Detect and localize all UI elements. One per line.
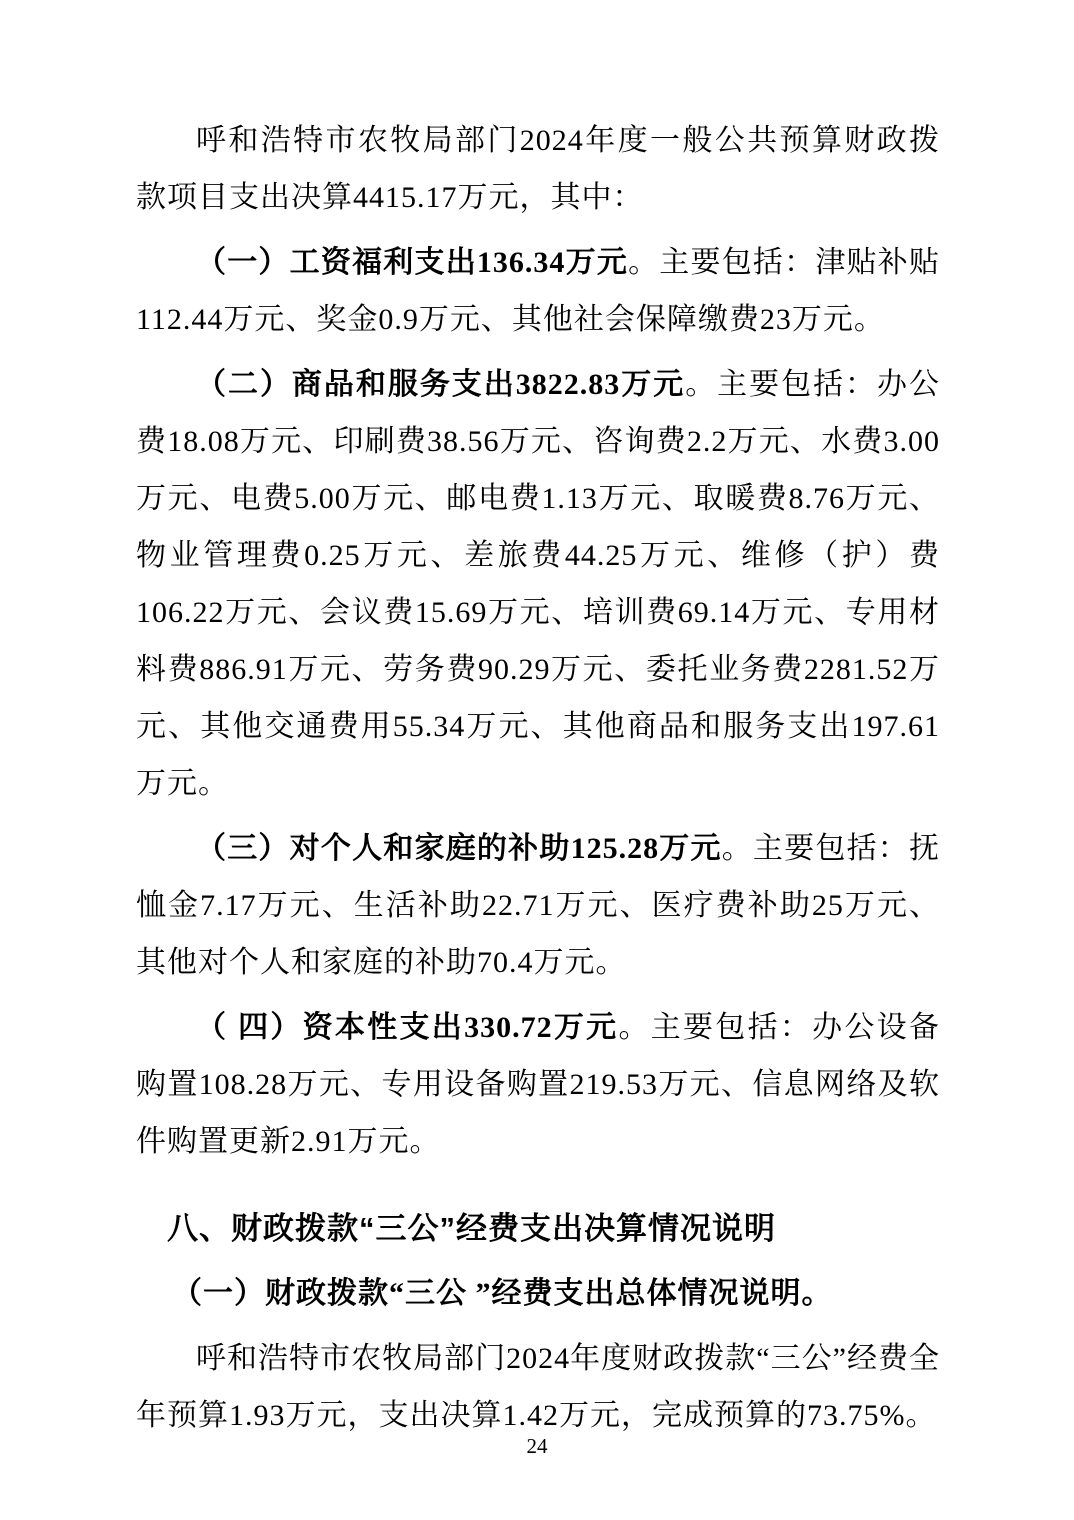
item-3-lead: （三）对个人和家庭的补助125.28万元 — [196, 832, 722, 865]
item-1-detail: 。主要包括：津贴补贴112.44万元、奖金0.9万元、其他社会保障缴费23万元。 — [136, 246, 941, 336]
sub-heading: （一）财政拨款“三公 ”经费支出总体情况说明。 — [172, 1277, 833, 1310]
item-3-detail: 。主要包括：抚恤金7.17万元、生活补助22.71万元、医疗费补助25万元、其他对个人和家庭的补助70.4万元。 — [136, 832, 941, 979]
paragraph-item-2 — [136, 356, 940, 812]
paragraph-item-1 — [136, 234, 940, 348]
paragraph-closing-text: 呼和浩特市农牧局部门2024年度财政拨款“三公”经费全年预算1.93万元，支出决算1.42万元，完成预算的73.75%。 — [136, 1342, 940, 1432]
item-4-detail: 。主要包括：办公设备购置108.28万元、专用设备购置219.53万元、信息网络及软件购置更新2.91万元。 — [136, 1011, 941, 1158]
paragraph-intro — [136, 112, 940, 226]
section-heading: 八、财政拨款“三公”经费支出决算情况说明 — [167, 1211, 776, 1246]
item-2-detail: 。主要包括：办公费18.08万元、印刷费38.56万元、咨询费2.2万元、水费3.00万元、电费5.00万元、邮电费1.13万元、取暖费8.76万元、物业管理费0.25万元、差旅费44.25万元、维修（护）费106.22万元、会议费15.69万元、培训费69.14万元、专用材料费886.91万元、劳务费90.29万元、委托业务费2281.52万元、其他交通费用55.34万元、其他商品和服务支出197.61万元。 — [136, 368, 941, 800]
paragraph-item-4 — [136, 999, 940, 1170]
paragraph-intro-text: 呼和浩特市农牧局部门2024年度一般公共预算财政拨款项目支出决算4415.17万元，其中： — [136, 124, 940, 214]
item-2-lead: （二）商品和服务支出3822.83万元 — [196, 368, 686, 401]
item-4-lead: （ 四）资本性支出330.72万元 — [196, 1011, 619, 1044]
paragraph-closing — [136, 1330, 940, 1444]
paragraph-item-3 — [136, 820, 940, 991]
item-1-lead: （一）工资福利支出136.34万元 — [196, 246, 629, 279]
page-number: 24 — [526, 1434, 548, 1458]
